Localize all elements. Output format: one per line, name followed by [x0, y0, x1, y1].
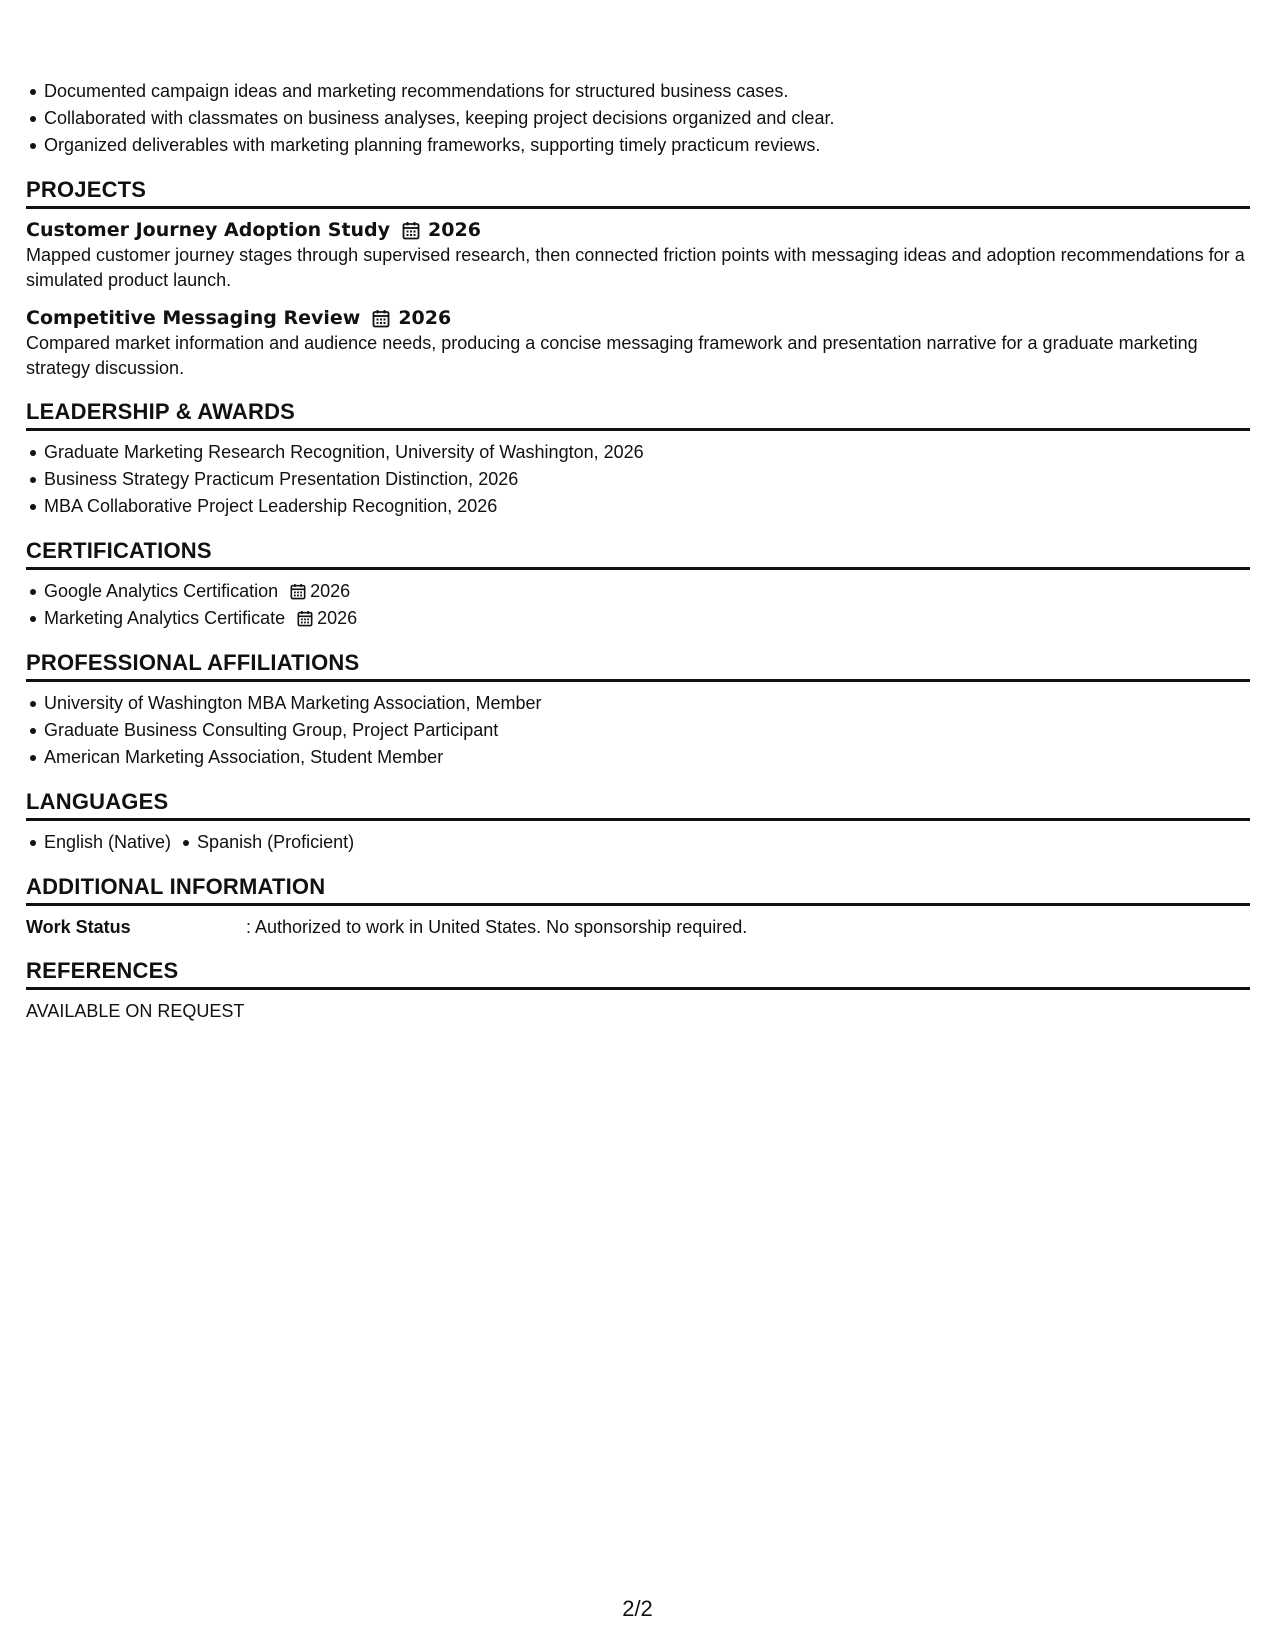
resume-page: [26, 78, 1250, 1024]
calendar-icon: [402, 221, 420, 240]
certifications-section: [26, 538, 1250, 632]
experience-bullet: Documented campaign ideas and marketing recommendations for structured business cases.: [44, 78, 1250, 105]
affiliation-item: University of Washington MBA Marketing Association, Member: [44, 690, 1250, 717]
affiliations-heading: PROFESSIONAL AFFILIATIONS: [26, 650, 1250, 682]
certification-item: [44, 605, 1250, 632]
work-status-label: Work Status: [26, 917, 131, 937]
additional-heading: ADDITIONAL INFORMATION: [26, 874, 1250, 906]
language-item: Spanish (Proficient): [197, 829, 354, 856]
certification-year: 2026: [310, 581, 351, 601]
project-item: [26, 217, 1250, 293]
affiliations-list: [26, 690, 1250, 771]
project-name: Customer Journey Adoption Study: [26, 219, 391, 241]
projects-heading: PROJECTS: [26, 177, 1250, 209]
certification-name: Marketing Analytics Certificate: [44, 608, 286, 628]
languages-list: [26, 829, 1250, 856]
work-status-row: [26, 914, 1250, 940]
certifications-heading: CERTIFICATIONS: [26, 538, 1250, 570]
leadership-heading: LEADERSHIP & AWARDS: [26, 399, 1250, 431]
leadership-list: [26, 439, 1250, 520]
project-description: Mapped customer journey stages through supervised research, then connected friction points with messaging ideas and adoption recommendations for a simulated product launch.: [26, 245, 1245, 290]
calendar-icon: [297, 610, 313, 627]
calendar-icon: [372, 309, 390, 328]
languages-section: [26, 789, 1250, 856]
experience-bullet: Collaborated with classmates on business analyses, keeping project decisions organized and clear.: [44, 105, 1250, 132]
references-section: [26, 958, 1250, 1024]
project-item: [26, 305, 1250, 381]
language-item: English (Native): [44, 829, 171, 856]
experience-bullet-list: [26, 78, 1250, 159]
references-heading: REFERENCES: [26, 958, 1250, 990]
work-status-value: : Authorized to work in United States. No sponsorship required.: [246, 917, 748, 937]
affiliation-item: Graduate Business Consulting Group, Project Participant: [44, 717, 1250, 744]
certification-name: Google Analytics Certification: [44, 581, 279, 601]
page-number: 2/2: [622, 1596, 653, 1621]
languages-heading: LANGUAGES: [26, 789, 1250, 821]
project-year: 2026: [428, 219, 481, 241]
projects-section: [26, 177, 1250, 381]
award-item: MBA Collaborative Project Leadership Recognition, 2026: [44, 493, 1250, 520]
project-year: 2026: [398, 307, 452, 329]
leadership-section: [26, 399, 1250, 520]
certification-item: [44, 578, 1250, 605]
calendar-icon: [290, 583, 306, 600]
certification-year: 2026: [317, 608, 358, 628]
references-text: AVAILABLE ON REQUEST: [26, 1001, 245, 1021]
award-item: Business Strategy Practicum Presentation Distinction, 2026: [44, 466, 1250, 493]
project-name: Competitive Messaging Review: [26, 307, 361, 329]
affiliations-section: [26, 650, 1250, 771]
project-description: Compared market information and audience needs, producing a concise messaging framework and presentation narrative for a graduate marketing strategy discussion.: [26, 333, 1198, 378]
award-item: Graduate Marketing Research Recognition, University of Washington, 2026: [44, 439, 1250, 466]
certifications-list: [26, 578, 1250, 632]
additional-section: [26, 874, 1250, 940]
affiliation-item: American Marketing Association, Student Member: [44, 744, 1250, 771]
experience-bullet: Organized deliverables with marketing planning frameworks, supporting timely practicum reviews.: [44, 132, 1250, 159]
